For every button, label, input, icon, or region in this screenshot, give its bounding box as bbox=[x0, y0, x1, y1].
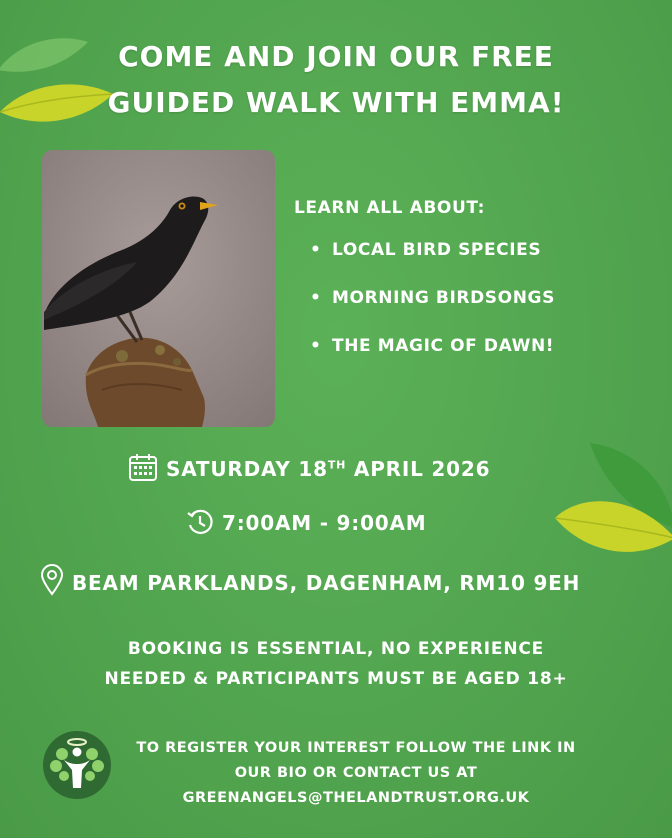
list-item-label: LOCAL BIRD SPECIES bbox=[332, 240, 542, 260]
booking-line-2: NEEDED & PARTICIPANTS MUST BE AGED 18+ bbox=[104, 669, 568, 689]
booking-line-1: BOOKING IS ESSENTIAL, NO EXPERIENCE bbox=[127, 639, 545, 659]
list-item bbox=[310, 288, 555, 336]
location-text: BEAM PARKLANDS, DAGENHAM, RM10 9EH bbox=[72, 571, 581, 595]
list-item bbox=[310, 240, 555, 288]
booking-notice bbox=[0, 634, 672, 694]
list-item-label: THE MAGIC OF DAWN! bbox=[332, 336, 555, 356]
clock-icon bbox=[186, 508, 214, 536]
title-line-1: COME AND JOIN OUR FREE bbox=[118, 40, 554, 73]
bullet-icon: • bbox=[310, 336, 322, 356]
date-month-year: APRIL 2026 bbox=[346, 457, 491, 481]
date-ordinal: TH bbox=[327, 458, 347, 472]
blackbird-photo bbox=[42, 150, 275, 427]
learn-topics-list bbox=[310, 240, 555, 384]
contact-email: GREENANGELS@THELANDTRUST.ORG.UK bbox=[182, 790, 530, 806]
register-line-1: TO REGISTER YOUR INTEREST FOLLOW THE LINK IN bbox=[136, 740, 576, 756]
event-location bbox=[40, 564, 580, 596]
register-line-2: OUR BIO OR CONTACT US AT bbox=[234, 765, 478, 781]
list-item bbox=[310, 336, 555, 384]
register-info bbox=[118, 736, 594, 811]
time-text: 7:00AM - 9:00AM bbox=[222, 511, 427, 535]
bullet-icon: • bbox=[310, 240, 322, 260]
location-pin-icon bbox=[40, 564, 64, 596]
calendar-icon bbox=[128, 452, 158, 482]
green-angels-logo bbox=[42, 730, 112, 800]
poster-title bbox=[0, 34, 672, 126]
event-time bbox=[186, 508, 426, 536]
title-line-2: GUIDED WALK WITH EMMA! bbox=[107, 86, 565, 119]
bullet-icon: • bbox=[310, 288, 322, 308]
list-item-label: MORNING BIRDSONGS bbox=[332, 288, 555, 308]
event-date bbox=[128, 452, 490, 482]
leaf-decoration-right bbox=[550, 438, 672, 563]
date-text: SATURDAY 18 bbox=[166, 457, 328, 481]
learn-heading: LEARN ALL ABOUT: bbox=[294, 198, 486, 218]
